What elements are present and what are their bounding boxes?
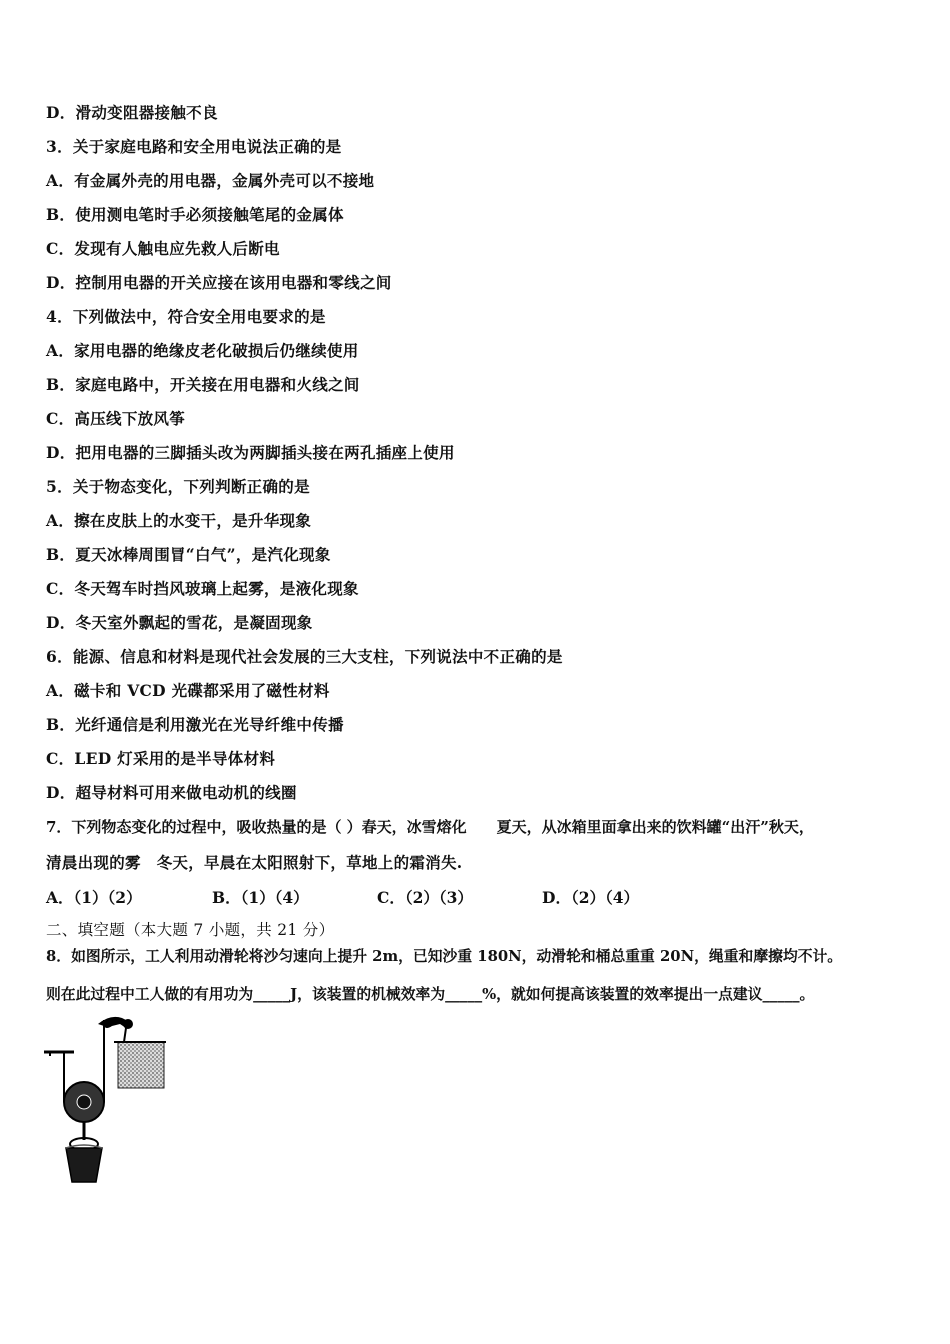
q3-option-c: C．发现有人触电应先救人后断电 xyxy=(46,239,280,258)
q5-option-c: C．冬天驾车时挡风玻璃上起雾，是液化现象 xyxy=(46,579,359,598)
q6-option-c: C．LED 灯采用的是半导体材料 xyxy=(46,749,276,768)
q7-option-d: D．（2）（4） xyxy=(542,888,640,907)
pulley-axle xyxy=(77,1095,91,1109)
q7-option-a: A．（1）（2） xyxy=(46,888,142,907)
q6-option-a: A．磁卡和 VCD 光碟都采用了磁性材料 xyxy=(46,681,330,700)
worker-head xyxy=(123,1019,133,1029)
question-8-line-1: 8．如图所示，工人利用动滑轮将沙匀速向上提升 2m，已知沙重 180N，动滑轮和桶总重重 20N，绳重和摩擦均不计。 xyxy=(46,948,843,965)
pulley-diagram-svg xyxy=(40,1012,180,1192)
q4-option-c: C．高压线下放风筝 xyxy=(46,409,186,428)
q3-option-d: D．控制用电器的开关应接在该用电器和零线之间 xyxy=(46,273,392,292)
question-7-line-1: 7．下列物态变化的过程中，吸收热量的是（ ）春天，冰雪熔化 夏天，从冰箱里面拿出来的饮料罐“出汗”秋天， xyxy=(46,818,814,836)
q5-option-b: B．夏天冰棒周围冒“白气”，是汽化现象 xyxy=(46,545,331,564)
sand-pile xyxy=(118,1042,164,1088)
q4-option-a: A．家用电器的绝缘皮老化破损后仍继续使用 xyxy=(46,341,359,360)
q4-option-b: B．家庭电路中，开关接在用电器和火线之间 xyxy=(46,375,360,394)
q6-option-b: B．光纤通信是利用激光在光导纤维中传播 xyxy=(46,715,344,734)
pulley-figure xyxy=(40,1012,180,1192)
question-6: 6．能源、信息和材料是现代社会发展的三大支柱，下列说法中不正确的是 xyxy=(46,647,563,666)
question-8-line-2: 则在此过程中工人做的有用功为_____J，该装置的机械效率为_____%，就如何提高该装置的效率提出一点建议_____。 xyxy=(46,986,815,1003)
q5-option-a: A．擦在皮肤上的水变干，是升华现象 xyxy=(46,511,312,530)
bucket xyxy=(66,1148,102,1182)
q7-option-b: B．（1）（4） xyxy=(212,888,309,907)
q7-option-c: C．（2）（3） xyxy=(377,888,473,907)
question-4: 4．下列做法中，符合安全用电要求的是 xyxy=(46,307,326,326)
q4-option-d: D．把用电器的三脚插头改为两脚插头接在两孔插座上使用 xyxy=(46,443,455,462)
section-2-title: 二、填空题（本大题 7 小题，共 21 分） xyxy=(46,921,335,939)
q5-option-d: D．冬天室外飘起的雪花，是凝固现象 xyxy=(46,613,313,632)
worker-arm xyxy=(124,1028,126,1042)
line-d-rheostat: D．滑动变阻器接触不良 xyxy=(46,103,218,122)
q3-option-b: B．使用测电笔时手必须接触笔尾的金属体 xyxy=(46,205,344,224)
q6-option-d: D．超导材料可用来做电动机的线圈 xyxy=(46,783,297,802)
question-7-line-2: 清晨出现的雾 冬天，早晨在太阳照射下，草地上的霜消失. xyxy=(46,853,463,872)
question-3: 3．关于家庭电路和安全用电说法正确的是 xyxy=(46,137,342,156)
question-5: 5．关于物态变化，下列判断正确的是 xyxy=(46,477,310,496)
q3-option-a: A．有金属外壳的用电器，金属外壳可以不接地 xyxy=(46,171,375,190)
